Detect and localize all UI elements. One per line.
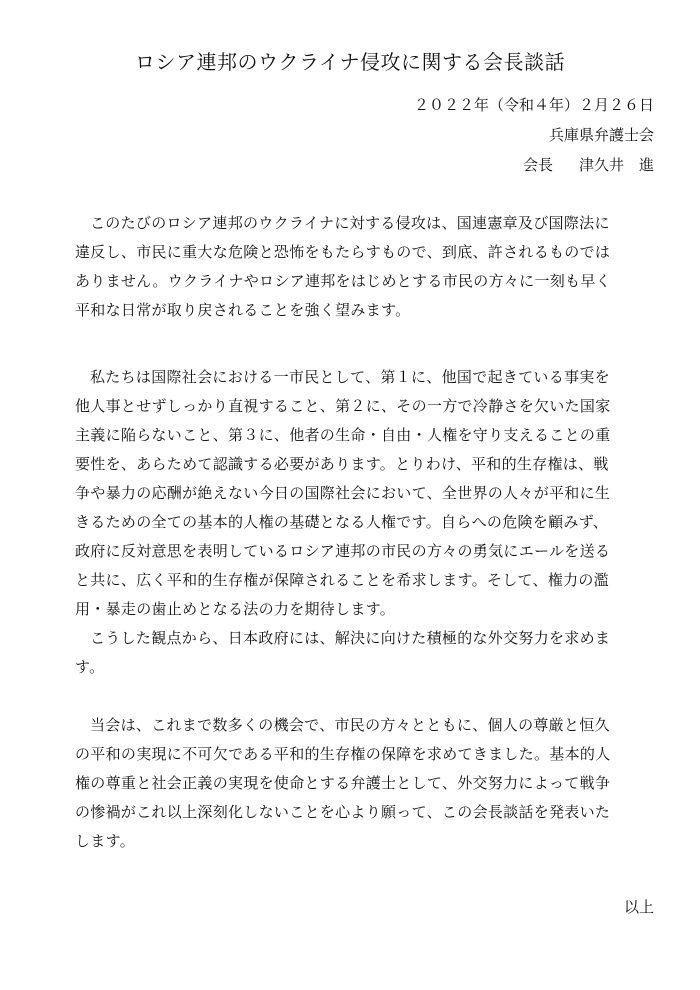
body-line: このたびのロシア連邦のウクライナに対する侵攻は、国連憲章及び国際法に	[90, 214, 610, 232]
chair-role: 会長	[522, 156, 553, 174]
document-title: ロシア連邦のウクライナ侵攻に関する会長談話	[135, 50, 565, 74]
body-line: 私たちは国際社会における一市民として、第１に、他国で起きている事実を	[90, 368, 610, 386]
body-line: きるための全ての基本的人権の基礎となる人権です。自らへの危険を顧みず、	[75, 513, 609, 531]
body-line: します。	[75, 832, 136, 850]
body-line: 他人事とせずしっかり直視すること、第２に、その一方で冷静さを欠いた国家	[75, 397, 611, 415]
closing-mark: 以上	[623, 898, 654, 916]
body-line: 当会は、これまで数多くの機会で、市民の方々とともに、個人の尊厳と恒久	[90, 716, 610, 734]
chair-signature	[523, 154, 654, 175]
body-line: ありません。ウクライナやロシア連邦をはじめとする市民の方々に一刻も早く	[75, 272, 611, 290]
body-line: の惨禍がこれ以上深刻化しないことを心より願って、この会長談話を発表いた	[75, 803, 611, 821]
body-line: す。	[75, 658, 105, 676]
body-line: 主義に陥らないこと、第３に、他者の生命・自由・人権を守り支えることの重	[75, 426, 611, 444]
body-line: こうした観点から、日本政府には、解決に向けた積極的な外交努力を求めま	[90, 629, 611, 647]
body-line: 要性を、あらためて認識する必要があります。とりわけ、平和的生存権は、戦	[75, 455, 609, 473]
body-line: 違反し、市民に重大な危険と恐怖をもたらすもので、到底、許されるものでは	[75, 243, 611, 261]
organization-name: 兵庫県弁護士会	[548, 126, 654, 144]
body-line: の平和の実現に不可欠である平和的生存権の保障を求めてきました。基本的人	[75, 745, 611, 763]
body-line: 権の尊重と社会正義の実現を使命とする弁護士として、外交努力によって戦争	[75, 774, 611, 792]
body-line: 政府に反対意思を表明しているロシア連邦の市民の方々の勇気にエールを送る	[75, 542, 611, 560]
chair-name: 津久井 進	[578, 156, 654, 174]
body-line: 用・暴走の歯止めとなる法の力を期待します。	[75, 600, 396, 618]
body-line: 平和な日常が取り戻されることを強く望みます。	[75, 301, 411, 319]
issue-date: ２０２２年（令和４年）２月２６日	[413, 96, 654, 114]
body-line: 争や暴力の応酬が絶えない今日の国際社会において、全世界の人々が平和に生	[75, 484, 611, 502]
body-line: と共に、広く平和的生存権が保障されることを希求します。そして、権力の濫	[75, 571, 610, 589]
